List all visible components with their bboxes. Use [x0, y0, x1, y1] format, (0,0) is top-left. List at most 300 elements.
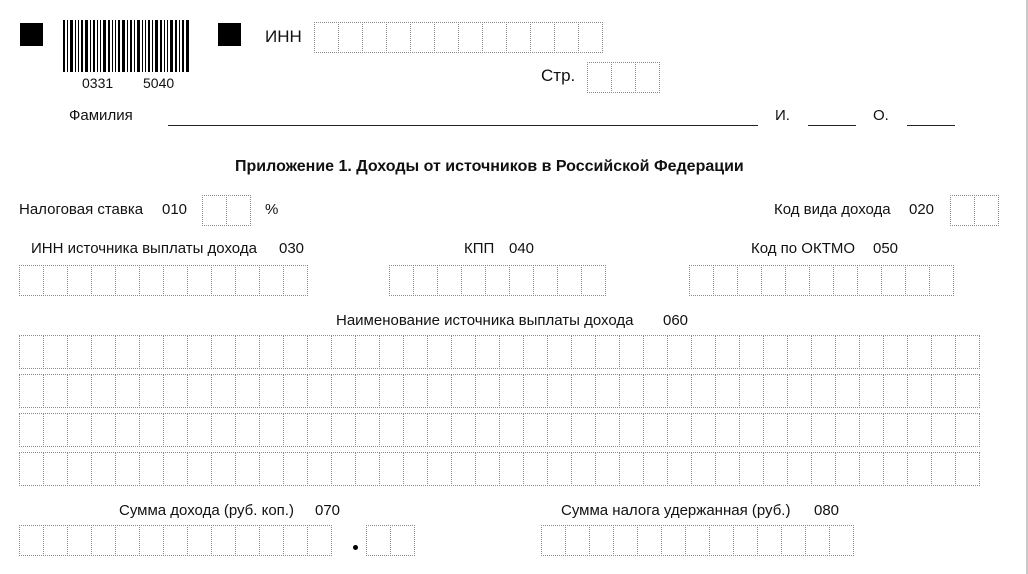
char-cell[interactable] [43, 413, 68, 447]
char-cell[interactable] [571, 335, 596, 369]
char-cell[interactable] [366, 525, 391, 556]
char-cell[interactable] [451, 452, 476, 486]
char-cell[interactable] [811, 452, 836, 486]
section-title: Приложение 1. Доходы от источников в Российской Федерации [235, 158, 744, 175]
barcode-bar [81, 20, 83, 72]
char-cell[interactable] [739, 452, 764, 486]
char-cell[interactable] [787, 452, 812, 486]
char-cell[interactable] [67, 525, 92, 556]
char-cell[interactable] [139, 413, 164, 447]
char-cell[interactable] [475, 452, 500, 486]
char-cell[interactable] [499, 452, 524, 486]
char-cell[interactable] [883, 335, 908, 369]
barcode-bar [142, 20, 143, 72]
char-cell[interactable] [974, 195, 999, 226]
char-cell[interactable] [283, 525, 308, 556]
char-cell[interactable] [259, 525, 284, 556]
char-cell[interactable] [811, 374, 836, 408]
char-cell[interactable] [713, 265, 738, 296]
char-cell[interactable] [211, 452, 236, 486]
barcode-bar [148, 20, 150, 72]
char-cell[interactable] [451, 413, 476, 447]
char-cell[interactable] [881, 265, 906, 296]
initial-o-label: О. [873, 107, 889, 124]
char-cell[interactable] [386, 22, 411, 53]
char-cell[interactable] [437, 265, 462, 296]
surname-line[interactable] [168, 125, 758, 126]
page-label: Стр. [541, 66, 576, 85]
barcode-bar [112, 20, 113, 72]
char-cell[interactable] [833, 265, 858, 296]
char-cell[interactable] [829, 525, 854, 556]
char-cell[interactable] [139, 525, 164, 556]
char-cell[interactable] [115, 335, 140, 369]
char-cell[interactable] [139, 335, 164, 369]
char-cell[interactable] [235, 374, 260, 408]
inn-cells[interactable] [314, 22, 602, 53]
barcode-bar [100, 20, 101, 72]
income-type-cells[interactable] [950, 195, 998, 226]
char-cell[interactable] [931, 452, 956, 486]
char-cell[interactable] [43, 452, 68, 486]
char-cell[interactable] [859, 413, 884, 447]
char-cell[interactable] [139, 265, 164, 296]
char-cell[interactable] [691, 335, 716, 369]
char-cell[interactable] [709, 525, 734, 556]
char-cell[interactable] [307, 413, 332, 447]
source-name-row-2[interactable] [19, 374, 979, 408]
char-cell[interactable] [523, 413, 548, 447]
char-cell[interactable] [67, 374, 92, 408]
source-name-row-4[interactable] [19, 452, 979, 486]
char-cell[interactable] [19, 413, 44, 447]
char-cell[interactable] [482, 22, 507, 53]
barcode-bar [75, 20, 76, 72]
char-cell[interactable] [859, 335, 884, 369]
barcode-bar [115, 20, 116, 72]
char-cell[interactable] [307, 374, 332, 408]
char-cell[interactable] [685, 525, 710, 556]
char-cell[interactable] [857, 265, 882, 296]
char-cell[interactable] [595, 413, 620, 447]
char-cell[interactable] [67, 452, 92, 486]
char-cell[interactable] [595, 452, 620, 486]
char-cell[interactable] [763, 413, 788, 447]
char-cell[interactable] [931, 374, 956, 408]
percent-sign: % [265, 201, 279, 218]
char-cell[interactable] [907, 452, 932, 486]
char-cell[interactable] [859, 374, 884, 408]
char-cell[interactable] [187, 452, 212, 486]
char-cell[interactable] [163, 374, 188, 408]
oktmo-label: Код по ОКТМО [751, 240, 856, 257]
source-name-code: 060 [663, 312, 689, 329]
char-cell[interactable] [523, 374, 548, 408]
char-cell[interactable] [905, 265, 930, 296]
char-cell[interactable] [307, 452, 332, 486]
char-cell[interactable] [733, 525, 758, 556]
char-cell[interactable] [763, 374, 788, 408]
char-cell[interactable] [355, 413, 380, 447]
char-cell[interactable] [427, 335, 452, 369]
char-cell[interactable] [757, 525, 782, 556]
char-cell[interactable] [835, 452, 860, 486]
char-cell[interactable] [578, 22, 603, 53]
char-cell[interactable] [955, 452, 980, 486]
char-cell[interactable] [661, 525, 686, 556]
char-cell[interactable] [19, 525, 44, 556]
oktmo-code: 050 [873, 240, 899, 257]
char-cell[interactable] [259, 335, 284, 369]
tax-rate-label: Налоговая ставка [19, 201, 144, 218]
char-cell[interactable] [403, 374, 428, 408]
char-cell[interactable] [283, 335, 308, 369]
char-cell[interactable] [187, 374, 212, 408]
barcode-bar [78, 20, 79, 72]
char-cell[interactable] [331, 452, 356, 486]
char-cell[interactable] [139, 374, 164, 408]
source-inn-cells[interactable] [19, 265, 307, 296]
income-type-label: Код вида дохода [774, 201, 891, 218]
char-cell[interactable] [533, 265, 558, 296]
char-cell[interactable] [883, 413, 908, 447]
income-sum-rubles-cells[interactable] [19, 525, 331, 556]
source-name-row-1[interactable] [19, 335, 979, 369]
char-cell[interactable] [907, 413, 932, 447]
char-cell[interactable] [379, 335, 404, 369]
char-cell[interactable] [235, 525, 260, 556]
char-cell[interactable] [950, 195, 975, 226]
char-cell[interactable] [619, 413, 644, 447]
char-cell[interactable] [931, 413, 956, 447]
barcode [63, 20, 191, 72]
char-cell[interactable] [781, 525, 806, 556]
char-cell[interactable] [835, 413, 860, 447]
char-cell[interactable] [427, 452, 452, 486]
char-cell[interactable] [785, 265, 810, 296]
char-cell[interactable] [259, 452, 284, 486]
char-cell[interactable] [427, 413, 452, 447]
char-cell[interactable] [211, 525, 236, 556]
char-cell[interactable] [739, 413, 764, 447]
barcode-bar [167, 20, 168, 72]
char-cell[interactable] [805, 525, 830, 556]
char-cell[interactable] [509, 265, 534, 296]
char-cell[interactable] [667, 413, 692, 447]
char-cell[interactable] [307, 335, 332, 369]
char-cell[interactable] [715, 374, 740, 408]
char-cell[interactable] [595, 335, 620, 369]
char-cell[interactable] [43, 374, 68, 408]
barcode-bar [186, 20, 189, 72]
char-cell[interactable] [458, 22, 483, 53]
char-cell[interactable] [530, 22, 555, 53]
char-cell[interactable] [523, 335, 548, 369]
barcode-bar [67, 20, 68, 72]
char-cell[interactable] [115, 452, 140, 486]
barcode-bar [160, 20, 162, 72]
char-cell[interactable] [139, 452, 164, 486]
decimal-point [353, 545, 358, 550]
char-cell[interactable] [187, 265, 212, 296]
char-cell[interactable] [115, 525, 140, 556]
char-cell[interactable] [715, 335, 740, 369]
char-cell[interactable] [235, 335, 260, 369]
tax-withheld-cells[interactable] [541, 525, 853, 556]
char-cell[interactable] [307, 525, 332, 556]
initial-i-label: И. [775, 107, 790, 124]
char-cell[interactable] [581, 265, 606, 296]
char-cell[interactable] [475, 413, 500, 447]
char-cell[interactable] [43, 525, 68, 556]
char-cell[interactable] [259, 265, 284, 296]
char-cell[interactable] [283, 374, 308, 408]
char-cell[interactable] [929, 265, 954, 296]
char-cell[interactable] [499, 413, 524, 447]
char-cell[interactable] [43, 335, 68, 369]
income-sum-label: Сумма дохода (руб. коп.) [119, 502, 294, 519]
char-cell[interactable] [283, 265, 308, 296]
char-cell[interactable] [643, 335, 668, 369]
char-cell[interactable] [91, 335, 116, 369]
char-cell[interactable] [571, 374, 596, 408]
char-cell[interactable] [835, 374, 860, 408]
char-cell[interactable] [115, 413, 140, 447]
char-cell[interactable] [691, 374, 716, 408]
char-cell[interactable] [611, 62, 636, 93]
char-cell[interactable] [331, 413, 356, 447]
char-cell[interactable] [91, 374, 116, 408]
char-cell[interactable] [613, 525, 638, 556]
char-cell[interactable] [571, 413, 596, 447]
char-cell[interactable] [763, 335, 788, 369]
char-cell[interactable] [907, 335, 932, 369]
char-cell[interactable] [19, 374, 44, 408]
char-cell[interactable] [283, 413, 308, 447]
char-cell[interactable] [955, 413, 980, 447]
char-cell[interactable] [91, 452, 116, 486]
page-cells[interactable] [587, 62, 659, 93]
char-cell[interactable] [485, 265, 510, 296]
char-cell[interactable] [643, 374, 668, 408]
char-cell[interactable] [619, 452, 644, 486]
char-cell[interactable] [931, 335, 956, 369]
barcode-bar [85, 20, 88, 72]
barcode-bar [182, 20, 184, 72]
char-cell[interactable] [475, 335, 500, 369]
char-cell[interactable] [635, 62, 660, 93]
char-cell[interactable] [811, 413, 836, 447]
char-cell[interactable] [413, 265, 438, 296]
char-cell[interactable] [955, 335, 980, 369]
char-cell[interactable] [163, 335, 188, 369]
char-cell[interactable] [67, 413, 92, 447]
oktmo-cells[interactable] [689, 265, 953, 296]
char-cell[interactable] [506, 22, 531, 53]
char-cell[interactable] [547, 413, 572, 447]
char-cell[interactable] [355, 452, 380, 486]
char-cell[interactable] [619, 374, 644, 408]
char-cell[interactable] [410, 22, 435, 53]
char-cell[interactable] [379, 452, 404, 486]
registration-marker-right [218, 23, 241, 46]
char-cell[interactable] [811, 335, 836, 369]
char-cell[interactable] [955, 374, 980, 408]
char-cell[interactable] [689, 265, 714, 296]
char-cell[interactable] [451, 335, 476, 369]
initial-o-line[interactable] [907, 125, 955, 126]
char-cell[interactable] [547, 374, 572, 408]
char-cell[interactable] [91, 413, 116, 447]
char-cell[interactable] [187, 525, 212, 556]
char-cell[interactable] [737, 265, 762, 296]
char-cell[interactable] [211, 374, 236, 408]
char-cell[interactable] [211, 265, 236, 296]
char-cell[interactable] [187, 413, 212, 447]
kpp-label: КПП [464, 240, 495, 257]
char-cell[interactable] [883, 452, 908, 486]
barcode-bar [93, 20, 95, 72]
char-cell[interactable] [403, 413, 428, 447]
initial-i-line[interactable] [808, 125, 856, 126]
char-cell[interactable] [787, 413, 812, 447]
source-name-label: Наименование источника выплаты дохода [336, 312, 634, 329]
barcode-bar [170, 20, 173, 72]
barcode-bar [108, 20, 110, 72]
char-cell[interactable] [43, 265, 68, 296]
char-cell[interactable] [461, 265, 486, 296]
char-cell[interactable] [362, 22, 387, 53]
char-cell[interactable] [379, 413, 404, 447]
char-cell[interactable] [390, 525, 415, 556]
char-cell[interactable] [859, 452, 884, 486]
char-cell[interactable] [835, 335, 860, 369]
char-cell[interactable] [809, 265, 834, 296]
barcode-bar [152, 20, 153, 72]
income-sum-kopecks-cells[interactable] [366, 525, 414, 556]
char-cell[interactable] [235, 413, 260, 447]
char-cell[interactable] [643, 413, 668, 447]
kpp-code: 040 [509, 240, 535, 257]
char-cell[interactable] [761, 265, 786, 296]
char-cell[interactable] [907, 374, 932, 408]
char-cell[interactable] [331, 374, 356, 408]
kpp-cells[interactable] [389, 265, 605, 296]
char-cell[interactable] [691, 452, 716, 486]
char-cell[interactable] [115, 374, 140, 408]
char-cell[interactable] [475, 374, 500, 408]
char-cell[interactable] [163, 265, 188, 296]
char-cell[interactable] [235, 452, 260, 486]
char-cell[interactable] [211, 335, 236, 369]
barcode-bar [179, 20, 180, 72]
char-cell[interactable] [739, 335, 764, 369]
source-name-row-3[interactable] [19, 413, 979, 447]
char-cell[interactable] [571, 452, 596, 486]
char-cell[interactable] [202, 195, 227, 226]
char-cell[interactable] [91, 525, 116, 556]
char-cell[interactable] [115, 265, 140, 296]
char-cell[interactable] [715, 452, 740, 486]
char-cell[interactable] [163, 525, 188, 556]
tax-withheld-label: Сумма налога удержанная (руб.) [561, 502, 791, 519]
char-cell[interactable] [619, 335, 644, 369]
char-cell[interactable] [691, 413, 716, 447]
char-cell[interactable] [643, 452, 668, 486]
char-cell[interactable] [67, 335, 92, 369]
tax-rate-code: 010 [162, 201, 188, 218]
char-cell[interactable] [715, 413, 740, 447]
char-cell[interactable] [637, 525, 662, 556]
char-cell[interactable] [379, 374, 404, 408]
char-cell[interactable] [739, 374, 764, 408]
barcode-bar [164, 20, 165, 72]
char-cell[interactable] [541, 525, 566, 556]
char-cell[interactable] [187, 335, 212, 369]
char-cell[interactable] [499, 335, 524, 369]
char-cell[interactable] [427, 374, 452, 408]
char-cell[interactable] [283, 452, 308, 486]
char-cell[interactable] [565, 525, 590, 556]
char-cell[interactable] [883, 374, 908, 408]
char-cell[interactable] [557, 265, 582, 296]
char-cell[interactable] [547, 335, 572, 369]
char-cell[interactable] [259, 374, 284, 408]
inn-label: ИНН [265, 27, 302, 46]
char-cell[interactable] [554, 22, 579, 53]
barcode-bar [130, 20, 132, 72]
barcode-number-left: 0331 [82, 75, 114, 91]
char-cell[interactable] [163, 413, 188, 447]
char-cell[interactable] [314, 22, 339, 53]
char-cell[interactable] [403, 452, 428, 486]
char-cell[interactable] [667, 335, 692, 369]
char-cell[interactable] [523, 452, 548, 486]
char-cell[interactable] [211, 413, 236, 447]
char-cell[interactable] [499, 374, 524, 408]
char-cell[interactable] [19, 452, 44, 486]
char-cell[interactable] [587, 62, 612, 93]
char-cell[interactable] [163, 452, 188, 486]
char-cell[interactable] [355, 335, 380, 369]
char-cell[interactable] [331, 335, 356, 369]
char-cell[interactable] [19, 265, 44, 296]
char-cell[interactable] [67, 265, 92, 296]
char-cell[interactable] [667, 452, 692, 486]
char-cell[interactable] [389, 265, 414, 296]
char-cell[interactable] [589, 525, 614, 556]
char-cell[interactable] [403, 335, 428, 369]
char-cell[interactable] [787, 335, 812, 369]
tax-rate-cells[interactable] [202, 195, 250, 226]
char-cell[interactable] [595, 374, 620, 408]
char-cell[interactable] [91, 265, 116, 296]
char-cell[interactable] [434, 22, 459, 53]
char-cell[interactable] [355, 374, 380, 408]
barcode-bar [70, 20, 73, 72]
char-cell[interactable] [763, 452, 788, 486]
char-cell[interactable] [226, 195, 251, 226]
char-cell[interactable] [19, 335, 44, 369]
char-cell[interactable] [235, 265, 260, 296]
char-cell[interactable] [259, 413, 284, 447]
char-cell[interactable] [547, 452, 572, 486]
char-cell[interactable] [451, 374, 476, 408]
char-cell[interactable] [787, 374, 812, 408]
barcode-bar [127, 20, 128, 72]
char-cell[interactable] [338, 22, 363, 53]
char-cell[interactable] [667, 374, 692, 408]
